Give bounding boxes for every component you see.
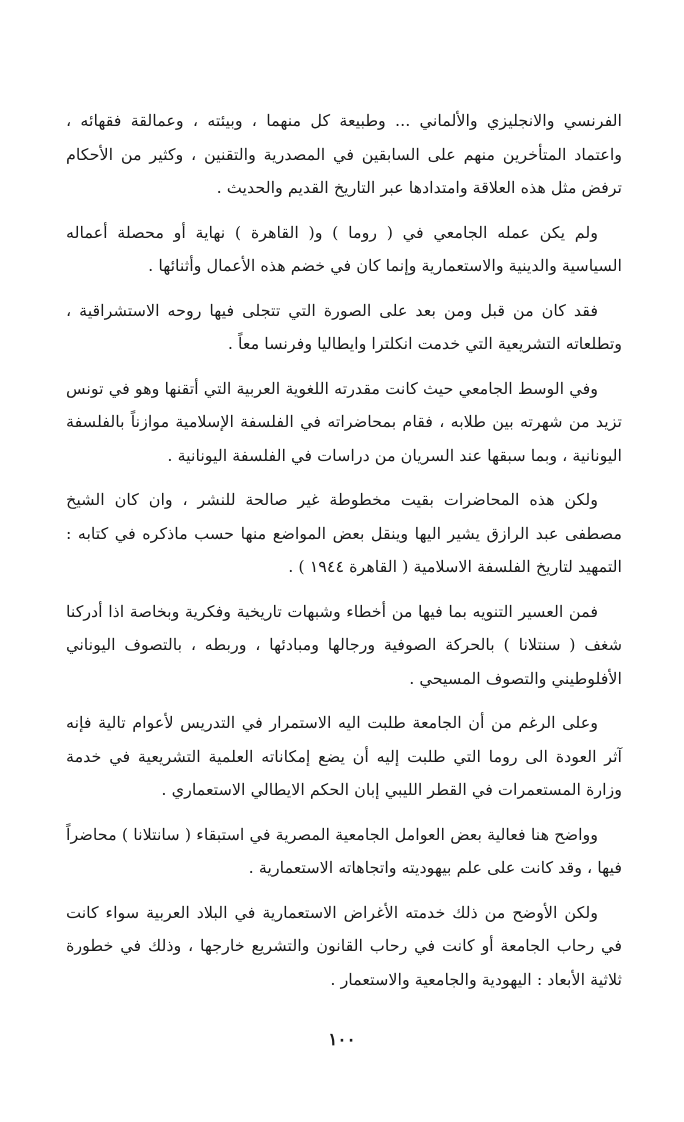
paragraph-5: ولكن هذه المحاضرات بقيت مخطوطة غير صالحة للنشر ، وان كان الشيخ مصطفى عبد الرازق يشير اليها وينقل بعض المواضع منها حسب ماذكره في كتابه : التمهيد لتاريخ الفلسفة الاسلامية ( القاهرة ١٩٤٤ ) . (66, 490, 622, 576)
paragraph-9: ولكن الأوضح من ذلك خدمته الأغراض الاستعمارية في البلاد العربية سواء كانت في رحاب الجامعة أو كانت في رحاب القانون والتشريع خارجها ، وذلك في خطورة ثلاثية الأبعاد : اليهودية والجامعية والاستعمار . (66, 902, 623, 989)
page-number: ١٠٠ (328, 1030, 356, 1050)
paragraph-7: وعلى الرغم من أن الجامعة طلبت اليه الاستمرار في التدريس لأعوام تالية فإنه آثر العودة الى روما التي طلبت إليه أن يضع إمكاناته العلمية التشريعية في خدمة وزارة المستعمرات في القطر الليبي إبان الحكم الايطالي الاستعماري . (66, 713, 623, 799)
paragraph-4: وفي الوسط الجامعي حيث كانت مقدرته اللغوية العربية التي أتقنها وهو في تونس تزيد من شهرته بين طلابه ، فقام بمحاضراته في الفلسفة الإسلامية موازناً بالفلسفة اليونانية ، وبما سبقها عند السريان من دراسات في الفلسفة اليونانية . (66, 378, 622, 465)
paragraph-1: الفرنسي والانجليزي والألماني ... وطبيعة كل منهما ، وبيئته ، وعمالقة فقهائه ، واعتماد المتأخرين منهم على السابقين في المصدرية والتقنين ، وكثير من الأحكام ترفض مثل هذه العلاقة وامتدادها عبر التاريخ القديم والحديث . (66, 111, 622, 197)
paragraph-3: فقد كان من قبل ومن بعد على الصورة التي تتجلى فيها روحه الاستشراقية ، وتطلعاته التشريعية التي خدمت انكلترا وايطاليا وفرنسا معاً . (66, 300, 622, 353)
page-body (66, 104, 622, 1007)
paragraph-2: ولم يكن عمله الجامعي في ( روما ) و( القاهرة ) نهاية أو محصلة أعماله السياسية والدينية والاستعمارية وإنما كان في خضم هذه الأعمال وأثنائها . (66, 222, 622, 275)
paragraph-6: فمن العسير التنويه بما فيها من أخطاء وشبهات تاريخية وفكرية وبخاصة اذا أدركنا شغف ( سنتلانا ) بالحركة الصوفية ورجالها ومبادئها ، وربطه ، بالتصوف اليوناني الأفلوطيني والتصوف المسيحي . (66, 601, 622, 688)
paragraph-8: وواضح هنا فعالية بعض العوامل الجامعية المصرية في استبقاء ( سانتلانا ) محاضراً فيها ، وقد كانت على علم بيهوديته واتجاهاته الاستعمارية . (66, 824, 622, 877)
